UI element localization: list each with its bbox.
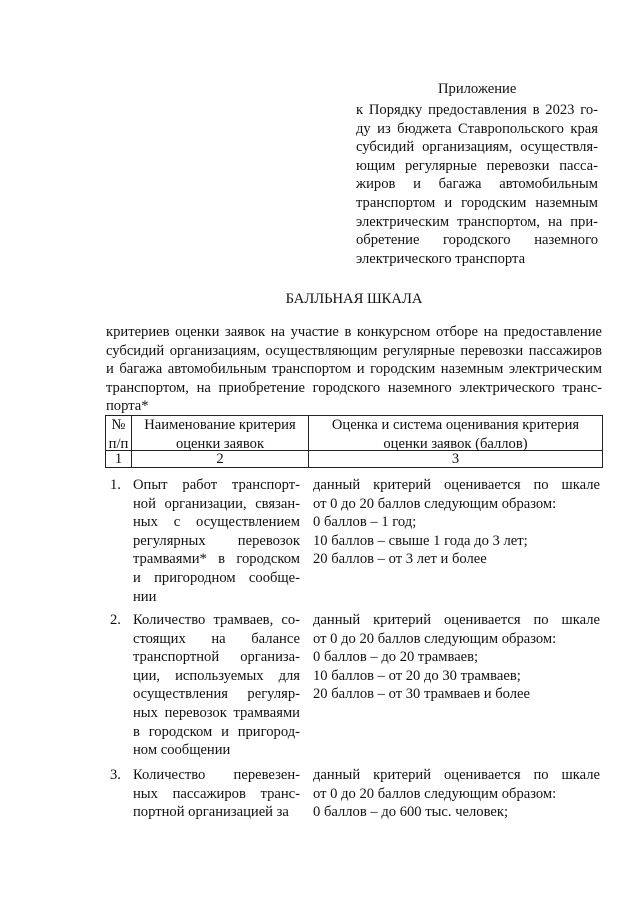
header-col-criterion: Наименование критерия оценки заявок <box>144 417 296 452</box>
column-number: 2 <box>216 451 224 467</box>
criterion-cell: Количество перевезен- ных пассажиров транс- портной организацией за <box>133 767 300 821</box>
subtitle-line: и багажа автомобильным транспортом и городским наземным электрическим <box>106 361 602 378</box>
appendix-title: Приложение <box>438 81 517 97</box>
appendix-line: электрического транспорта <box>356 250 526 267</box>
appendix-line: транспортом и городским наземным <box>356 194 598 211</box>
appendix-line: ющим регулярные перевозки пасса- <box>356 157 598 174</box>
header-col-number: № п/п <box>108 417 129 452</box>
appendix-line: ду из бюджета Ставропольского края <box>356 120 598 137</box>
criterion-cell: Опыт работ транспорт- ной организации, связан- ных с осуществлением регулярных перевозок трамваями* в городском и пригородном сообще- нии <box>133 477 300 605</box>
criterion-cell: Количество трамваев, со- стоящих на балансе транспортной организа- ции, используемых для осуществления регуляр- ных перевозок трамваями в городском и пригород- ном сообщении <box>133 612 300 759</box>
row-number: 2. <box>110 612 121 628</box>
scoring-cell: данный критерий оценивается по шкале от 0 до 20 баллов следующим образом: 0 баллов – 1 год; 10 баллов – свыше 1 года до 3 лет; 20 баллов – от 3 лет и более <box>313 477 600 568</box>
scoring-cell: данный критерий оценивается по шкале от 0 до 20 баллов следующим образом: 0 баллов – до 600 тыс. человек; <box>313 767 600 821</box>
page-title: БАЛЛЬНАЯ ШКАЛА <box>285 291 423 307</box>
page-subtitle <box>106 323 602 416</box>
subtitle-line: субсидий организациям, осуществляющим регулярные перевозки пассажиров <box>106 342 602 359</box>
subtitle-line: критериев оценки заявок на участие в конкурсном отборе на предоставление <box>106 324 602 340</box>
scoring-cell: данный критерий оценивается по шкале от 0 до 20 баллов следующим образом: 0 баллов – до 20 трамваев; 10 баллов – от 20 до 30 трамваев; 20 баллов – от 30 трамваев и более <box>313 612 600 703</box>
subtitle-line: порта* <box>106 398 149 415</box>
row-number: 3. <box>110 767 121 783</box>
column-number: 1 <box>114 451 123 467</box>
subtitle-line: транспортом, на приобретение городского наземного электрического транс- <box>106 379 602 396</box>
appendix-line: электрическим транспортом, на при- <box>356 213 598 230</box>
column-number: 3 <box>451 451 460 467</box>
header-col-scoring: Оценка и система оценивания критерия оценки заявок (баллов) <box>331 417 580 452</box>
appendix-line: обретение городского наземного <box>356 232 598 249</box>
appendix-line: субсидий организациям, осуществля- <box>356 139 598 156</box>
row-number: 1. <box>110 477 121 493</box>
appendix-line: к Порядку предоставления в 2023 го- <box>356 102 598 118</box>
appendix-line: жиров и багажа автомобильным <box>356 176 598 193</box>
appendix-text <box>356 101 598 268</box>
